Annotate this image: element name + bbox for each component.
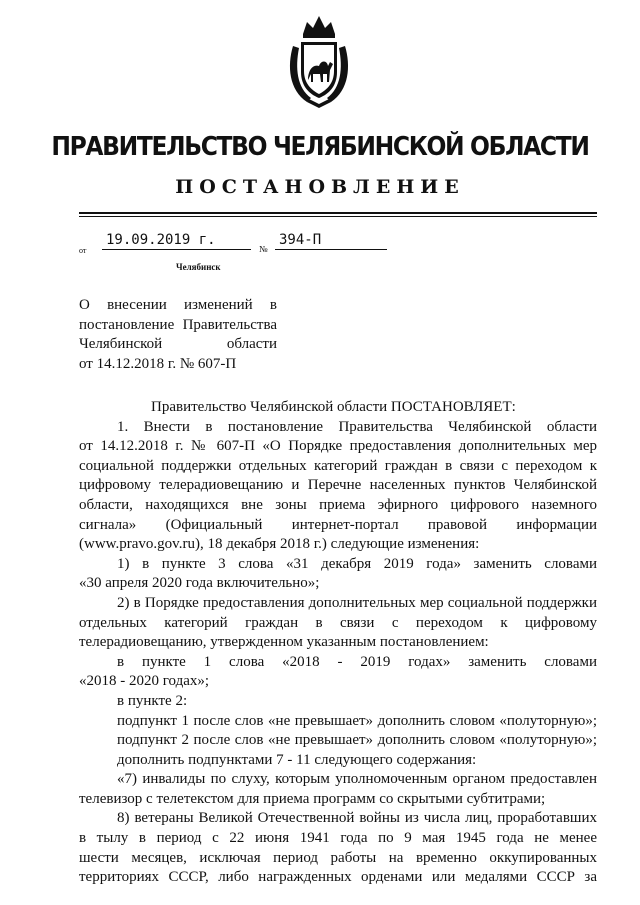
body-line: «2018 - 2020 годах»; <box>79 673 210 690</box>
coat-of-arms-icon <box>283 10 355 110</box>
header-rule-thin <box>79 216 597 217</box>
subject-line: постановление Правительства <box>79 316 277 333</box>
document-subject <box>79 296 277 374</box>
body-line: подпункт 1 после слов «не превышает» дополнить словом «полуторную»; <box>117 712 597 729</box>
date-label: от <box>79 246 87 255</box>
document-type: ПОСТАНОВЛЕНИЕ <box>175 176 465 198</box>
body-line: подпункт 2 после слов «не превышает» дополнить словом «полуторную»; <box>117 732 597 749</box>
body-line: социальной поддержки отдельных категорий граждан в связи с переходом к <box>79 457 597 474</box>
header-rule-thick <box>79 212 597 214</box>
body-line: дополнить подпунктами 7 - 11 следующего содержания: <box>117 751 477 768</box>
body-line: телерадиовещанию, утвержденном указанным постановлением: <box>79 634 489 651</box>
document-number: 394-П <box>275 232 387 250</box>
body-line: территориях СССР, либо награжденных орденами или медалями СССР за <box>79 869 597 886</box>
subject-line: от 14.12.2018 г. № 607-П <box>79 355 237 372</box>
number-label: № <box>259 244 268 254</box>
body-line: области, находящихся вне зоны приема эфирного цифрового наземного <box>79 496 597 513</box>
body-line: Правительство Челябинской области ПОСТАНОВЛЯЕТ: <box>151 399 516 415</box>
body-line: цифровому телерадиовещанию и Перечне населенных пунктов Челябинской <box>79 477 597 494</box>
subject-line: Челябинской области <box>79 336 277 352</box>
body-line: (www.pravo.gov.ru), 18 декабря 2018 г.) следующие изменения: <box>79 536 480 553</box>
subject-line: О внесении изменений в <box>79 297 277 313</box>
body-line: телевизор с телетекстом для приема программ со скрытыми субтитрами; <box>79 790 546 807</box>
body-line: сигнала» (Официальный интернет-портал правовой информации <box>79 516 597 533</box>
document-body <box>79 398 597 888</box>
body-line: 2) в Порядке предоставления дополнительных мер социальной поддержки <box>117 594 597 611</box>
document-date: 19.09.2019 г. <box>102 232 251 250</box>
body-line: 8) ветераны Великой Отечественной войны из числа лиц, проработавших <box>117 810 597 827</box>
body-line: «30 апреля 2020 года включительно»; <box>79 575 320 592</box>
body-line: 1. Внести в постановление Правительства Челябинской области <box>117 418 597 435</box>
body-line: в пункте 2: <box>117 692 188 709</box>
body-line: от 14.12.2018 г. № 607-П «О Порядке предоставления дополнительных мер <box>79 438 597 455</box>
body-line: в тылу в период с 22 июня 1941 года по 9 мая 1945 года не менее <box>79 830 597 847</box>
city-label: Челябинск <box>176 262 221 272</box>
body-line: в пункте 1 слова «2018 - 2019 годах» заменить словами <box>117 653 597 670</box>
body-line: 1) в пункте 3 слова «31 декабря 2019 года» заменить словами <box>117 555 597 572</box>
body-line: «7) инвалиды по слуху, которым уполномоченным органом предоставлен <box>117 771 597 788</box>
body-line: отдельных категорий граждан в связи с переходом к цифровому <box>79 614 597 631</box>
org-title: ПРАВИТЕЛЬСТВО ЧЕЛЯБИНСКОЙ ОБЛАСТИ <box>51 132 589 162</box>
body-line: шести месяцев, исключая период работы на временно оккупированных <box>79 849 597 866</box>
